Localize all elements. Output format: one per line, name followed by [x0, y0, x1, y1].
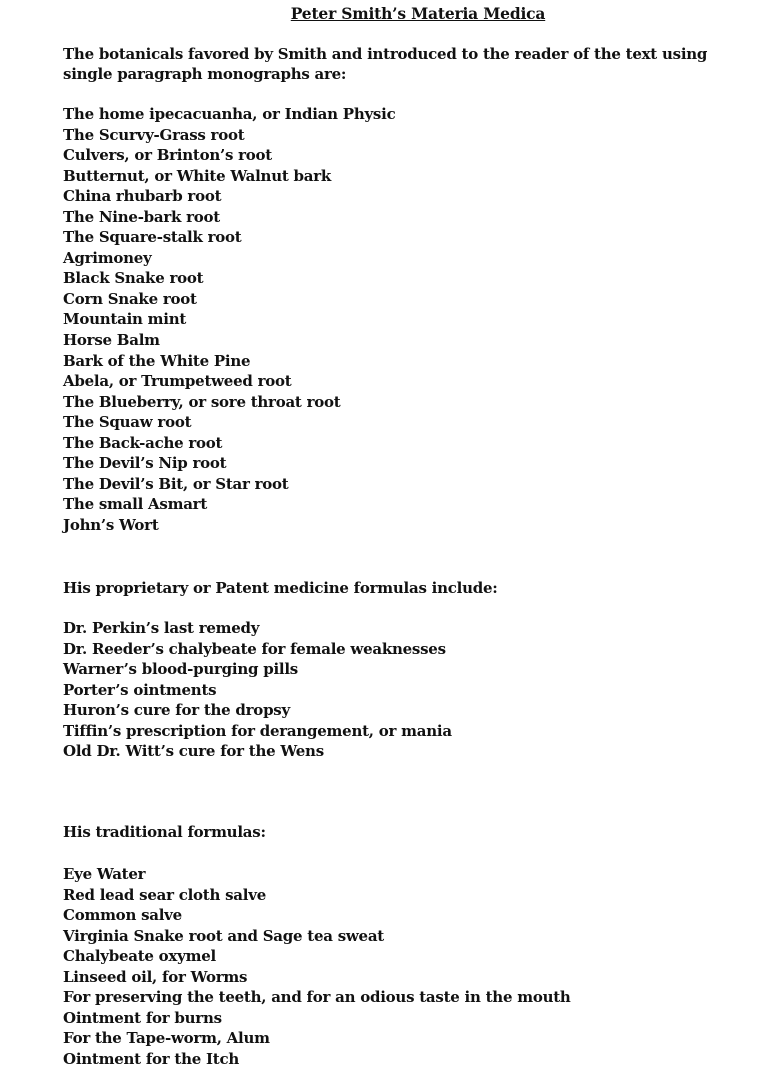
list-item: Black Snake root	[63, 269, 204, 288]
list-item: Red lead sear cloth salve	[63, 885, 266, 904]
list-item: John’s Wort	[63, 515, 159, 534]
list-item: Bark of the White Pine	[63, 351, 251, 370]
list-item: Linseed oil, for Worms	[63, 967, 248, 986]
list-item: Culvers, or Brinton’s root	[63, 146, 272, 165]
traditional-formulas-list	[63, 864, 571, 1069]
list-item: Corn Snake root	[63, 289, 197, 308]
list-item: The small Asmart	[63, 495, 207, 514]
list-item: Dr. Perkin’s last remedy	[63, 619, 260, 637]
page-title: Peter Smith’s Materia Medica	[290, 4, 546, 23]
traditional-formulas-heading: His traditional formulas:	[63, 823, 266, 841]
list-item: The Devil’s Nip root	[63, 454, 227, 473]
patent-formulas-heading: His proprietary or Patent medicine formulas include:	[63, 579, 498, 597]
list-item: Tiffin’s prescription for derangement, or mania	[63, 721, 452, 740]
list-item: The Square-stalk root	[63, 228, 242, 247]
list-item: The Devil’s Bit, or Star root	[63, 474, 289, 493]
list-item: Virginia Snake root and Sage tea sweat	[63, 926, 384, 945]
list-item: Mountain mint	[63, 310, 187, 329]
list-item: Old Dr. Witt’s cure for the Wens	[63, 742, 324, 761]
list-item: China rhubarb root	[63, 187, 222, 206]
list-item: Ointment for burns	[63, 1008, 222, 1027]
list-item: Butternut, or White Walnut bark	[63, 166, 332, 185]
list-item: Dr. Reeder’s chalybeate for female weaknesses	[63, 639, 446, 658]
list-item: The home ipecacuanha, or Indian Physic	[63, 105, 396, 123]
list-item: The Squaw root	[63, 413, 192, 432]
list-item: Horse Balm	[63, 331, 160, 350]
list-item: Agrimoney	[63, 248, 152, 267]
list-item: Warner’s blood-purging pills	[63, 660, 298, 679]
list-item: Huron’s cure for the dropsy	[63, 701, 290, 720]
list-item: The Back-ache root	[63, 433, 223, 452]
list-item: Chalybeate oxymel	[63, 947, 216, 966]
patent-formulas-list	[63, 618, 452, 762]
intro-paragraph: The botanicals favored by Smith and introduced to the reader of the text using single paragraph monographs are:	[63, 45, 708, 83]
list-item: Ointment for the Itch	[63, 1049, 239, 1068]
list-item: The Nine-bark root	[63, 207, 220, 226]
botanicals-list	[63, 104, 395, 535]
list-item: For the Tape-worm, Alum	[63, 1029, 270, 1048]
list-item: The Blueberry, or sore throat root	[63, 392, 341, 411]
list-item: The Scurvy-Grass root	[63, 125, 245, 144]
list-item: Eye Water	[63, 865, 146, 883]
list-item: Porter’s ointments	[63, 680, 217, 699]
list-item: Common salve	[63, 906, 182, 925]
list-item: Abela, or Trumpetweed root	[63, 372, 292, 391]
list-item: For preserving the teeth, and for an odious taste in the mouth	[63, 988, 571, 1007]
